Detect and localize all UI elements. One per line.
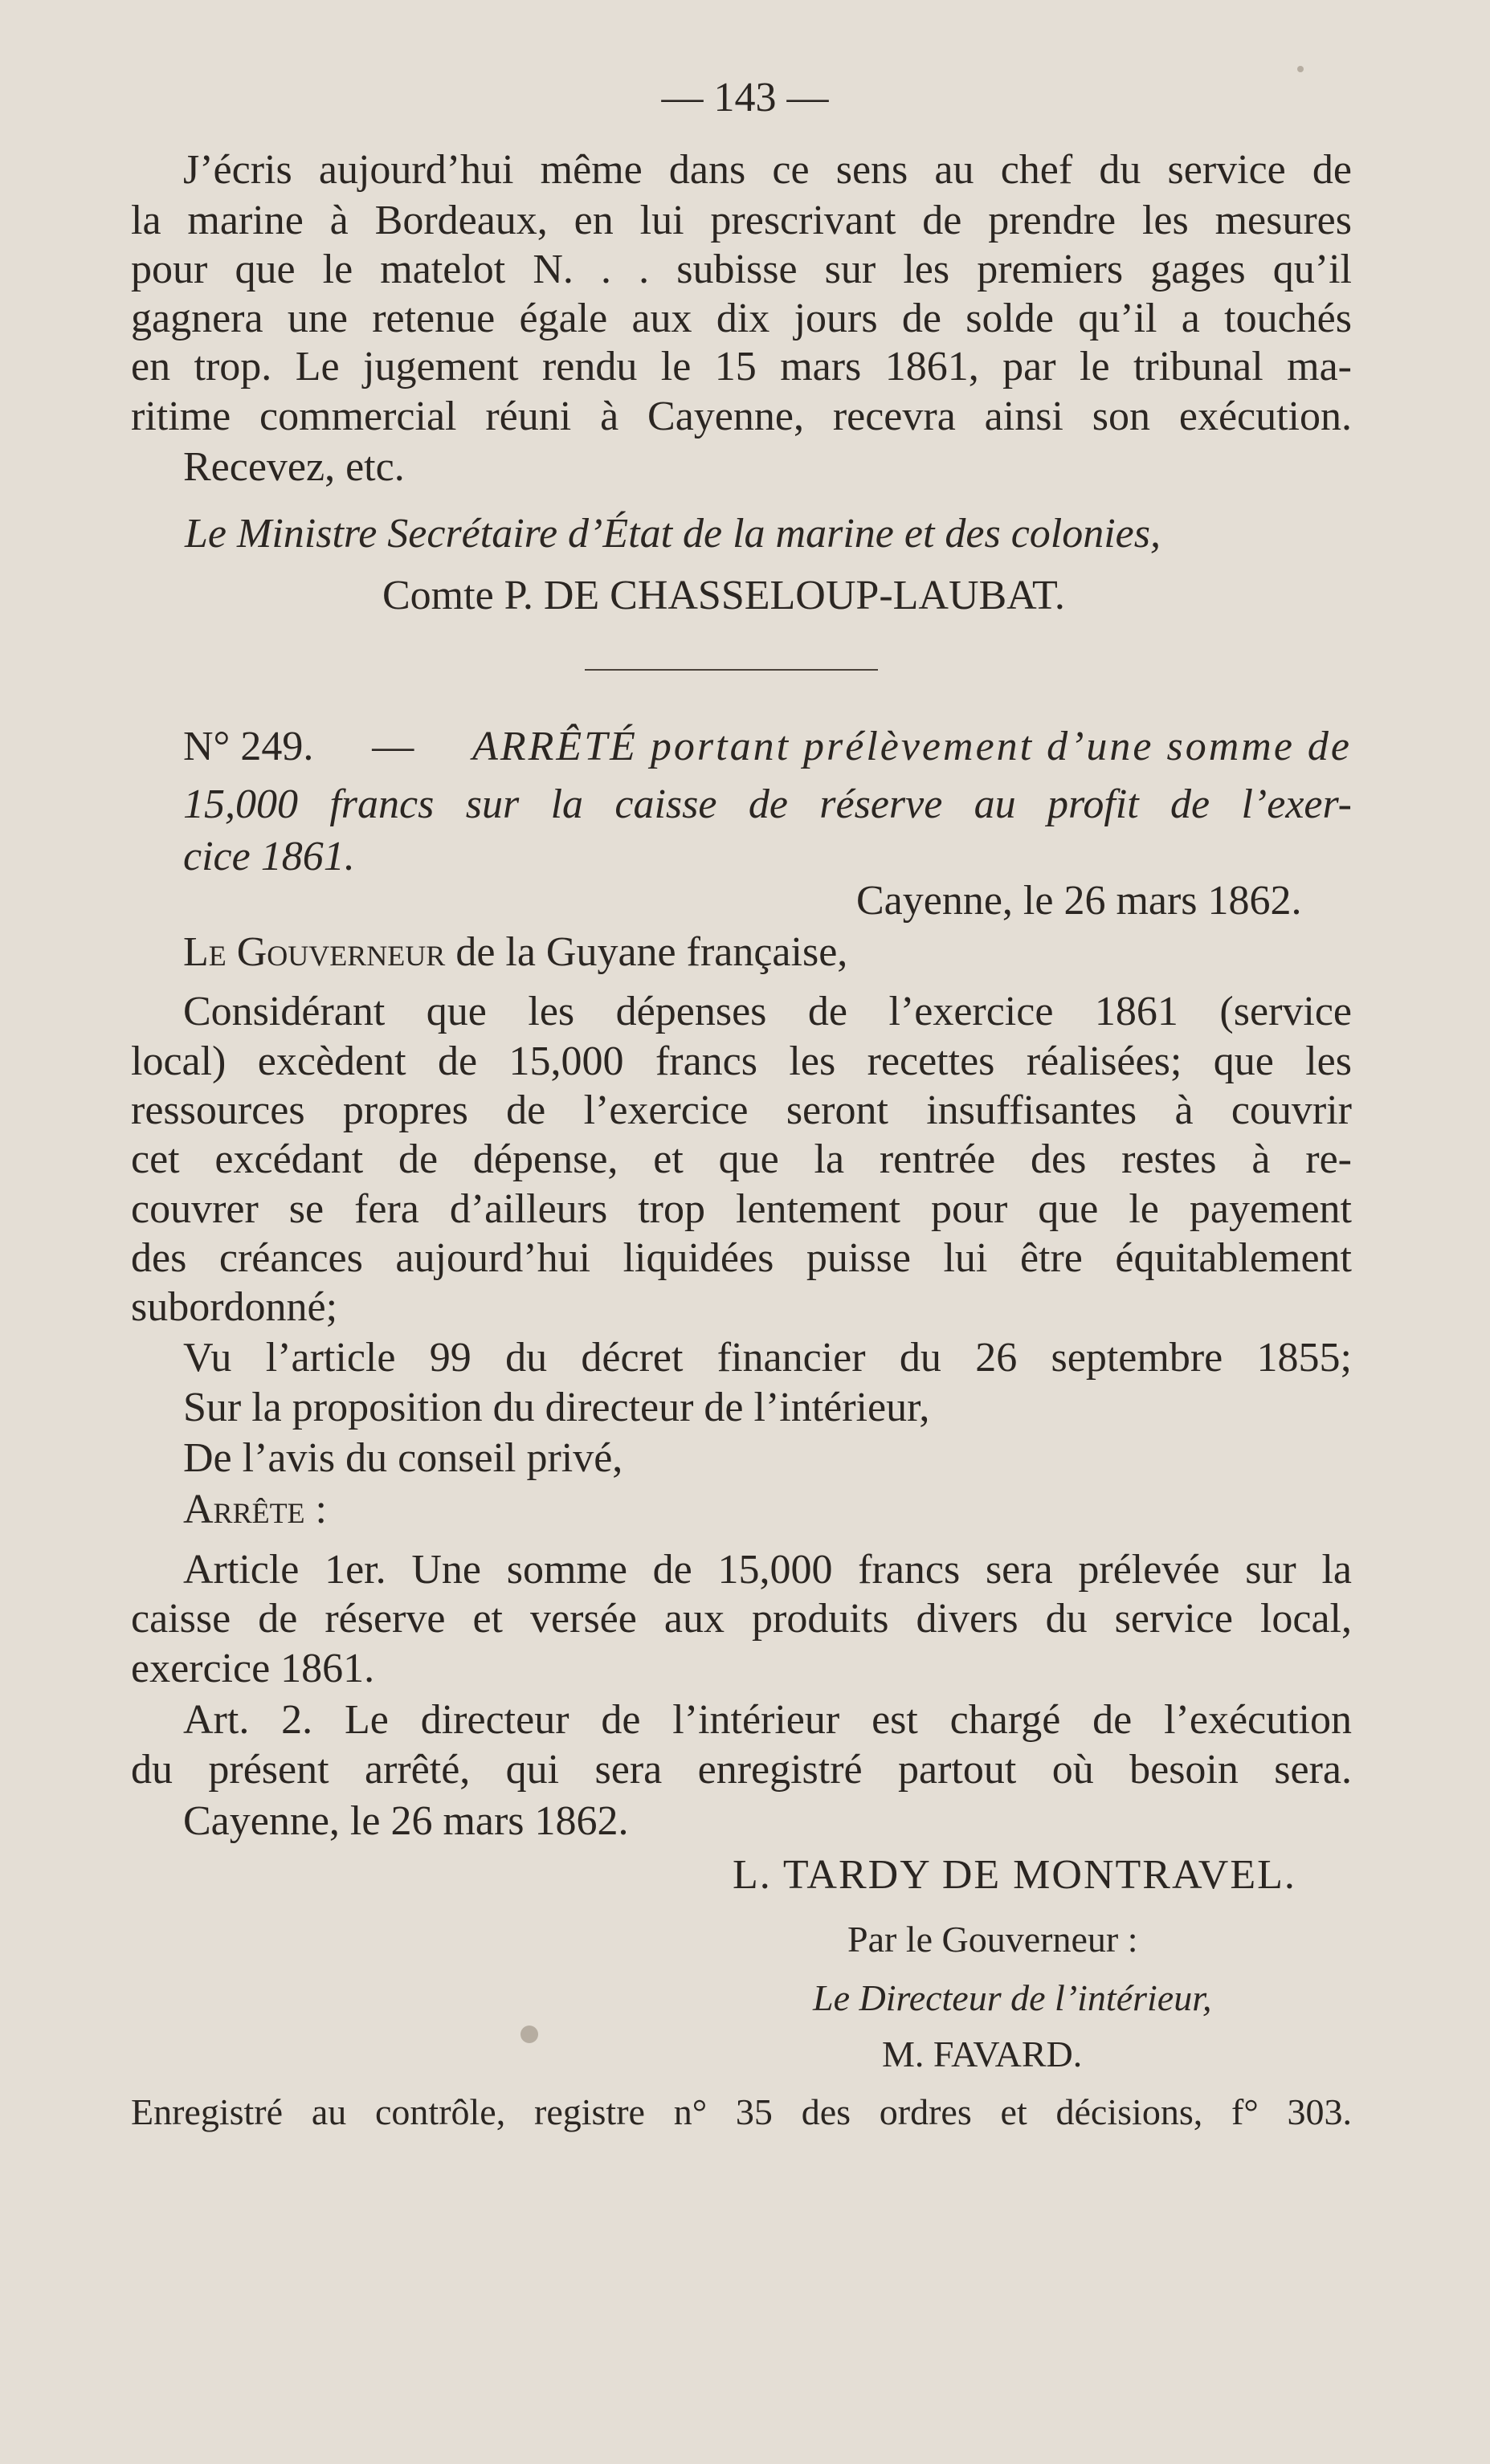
- avis-conseil: De l’avis du conseil privé,: [183, 1435, 623, 1481]
- governor-line: [183, 928, 847, 977]
- governor-rest: de la Guyane française,: [455, 929, 848, 975]
- article-2-line-2: du présent arrêté, qui sera enregistré partout où besoin sera.: [131, 1747, 1352, 1793]
- considerant-line-3: ressources propres de l’exercice seront insuffisantes à couvrir: [131, 1087, 1352, 1133]
- letter-line-6: ritime commercial réuni à Cayenne, recevra ainsi son exécution.: [131, 394, 1352, 439]
- letter-line-2: la marine à Bordeaux, en lui prescrivant de prendre les mesures: [131, 198, 1352, 243]
- section-divider: [585, 669, 878, 671]
- enregistrement-note: Enregistré au contrôle, registre n° 35 des ordres et décisions, f° 303.: [131, 2091, 1352, 2132]
- sur-proposition: Sur la proposition du directeur de l’intérieur,: [183, 1385, 930, 1430]
- letter-closing: Recevez, etc.: [183, 444, 405, 490]
- considerant-line-7: subordonné;: [131, 1284, 338, 1330]
- article-1-line-3: exercice 1861.: [131, 1646, 375, 1691]
- considerant-line-2: local) excèdent de 15,000 francs les recettes réalisées; que les: [131, 1038, 1352, 1084]
- decree-heading-line-2: 15,000 francs sur la caisse de réserve au profit de l’exer-: [183, 781, 1352, 827]
- decree-heading-line-1: [183, 723, 1352, 771]
- ink-spot: [520, 2025, 538, 2043]
- article-1-line-1: Article 1er. Une somme de 15,000 francs sera prélevée sur la: [183, 1547, 1352, 1593]
- minister-title: Le Ministre Secrétaire d’État de la marine et des colonies,: [185, 511, 1161, 557]
- considerant-line-4: cet excédant de dépense, et que la rentrée des restes à re-: [131, 1136, 1352, 1182]
- directeur-title: Le Directeur de l’intérieur,: [813, 1977, 1212, 2018]
- governor-lead: Le Gouverneur: [183, 929, 446, 975]
- article-2-line-1: Art. 2. Le directeur de l’intérieur est chargé de l’exécution: [183, 1697, 1352, 1743]
- decree-place-date: Cayenne, le 26 mars 1862.: [856, 878, 1302, 924]
- paper-speck: [1297, 66, 1304, 72]
- decree-heading-first: ARRÊTÉ portant prélèvement d’une somme de: [472, 724, 1352, 769]
- decree-dash: —: [372, 724, 414, 769]
- directeur-name: M. FAVARD.: [882, 2034, 1083, 2074]
- page-number: — 143 —: [661, 75, 829, 120]
- arrete-label: Arrête :: [183, 1487, 327, 1532]
- letter-line-1: J’écris aujourd’hui même dans ce sens au chef du service de: [183, 147, 1352, 193]
- considerant-line-1: Considérant que les dépenses de l’exercice 1861 (service: [183, 989, 1352, 1034]
- letter-line-4: gagnera une retenue égale aux dix jours de solde qu’il a touchés: [131, 296, 1352, 341]
- considerant-line-6: des créances aujourd’hui liquidées puisse lui être équitablement: [131, 1235, 1352, 1281]
- par-le-gouverneur: Par le Gouverneur :: [847, 1919, 1138, 1960]
- considerant-line-5: couvrer se fera d’ailleurs trop lentement pour que le payement: [131, 1186, 1352, 1232]
- article-1-line-2: caisse de réserve et versée aux produits divers du service local,: [131, 1596, 1352, 1642]
- decree-heading-line-3: cice 1861.: [183, 834, 355, 879]
- letter-line-5: en trop. Le jugement rendu le 15 mars 1861, par le tribunal ma-: [131, 344, 1352, 390]
- letter-line-3: pour que le matelot N. . . subisse sur les premiers gages qu’il: [131, 247, 1352, 292]
- closing-date: Cayenne, le 26 mars 1862.: [183, 1798, 629, 1844]
- vu-article: Vu l’article 99 du décret financier du 26 septembre 1855;: [183, 1335, 1352, 1381]
- decree-number: N° 249.: [183, 724, 314, 769]
- minister-signature: Comte P. DE CHASSELOUP-LAUBAT.: [382, 573, 1065, 618]
- governor-signature: L. TARDY DE MONTRAVEL.: [733, 1852, 1296, 1898]
